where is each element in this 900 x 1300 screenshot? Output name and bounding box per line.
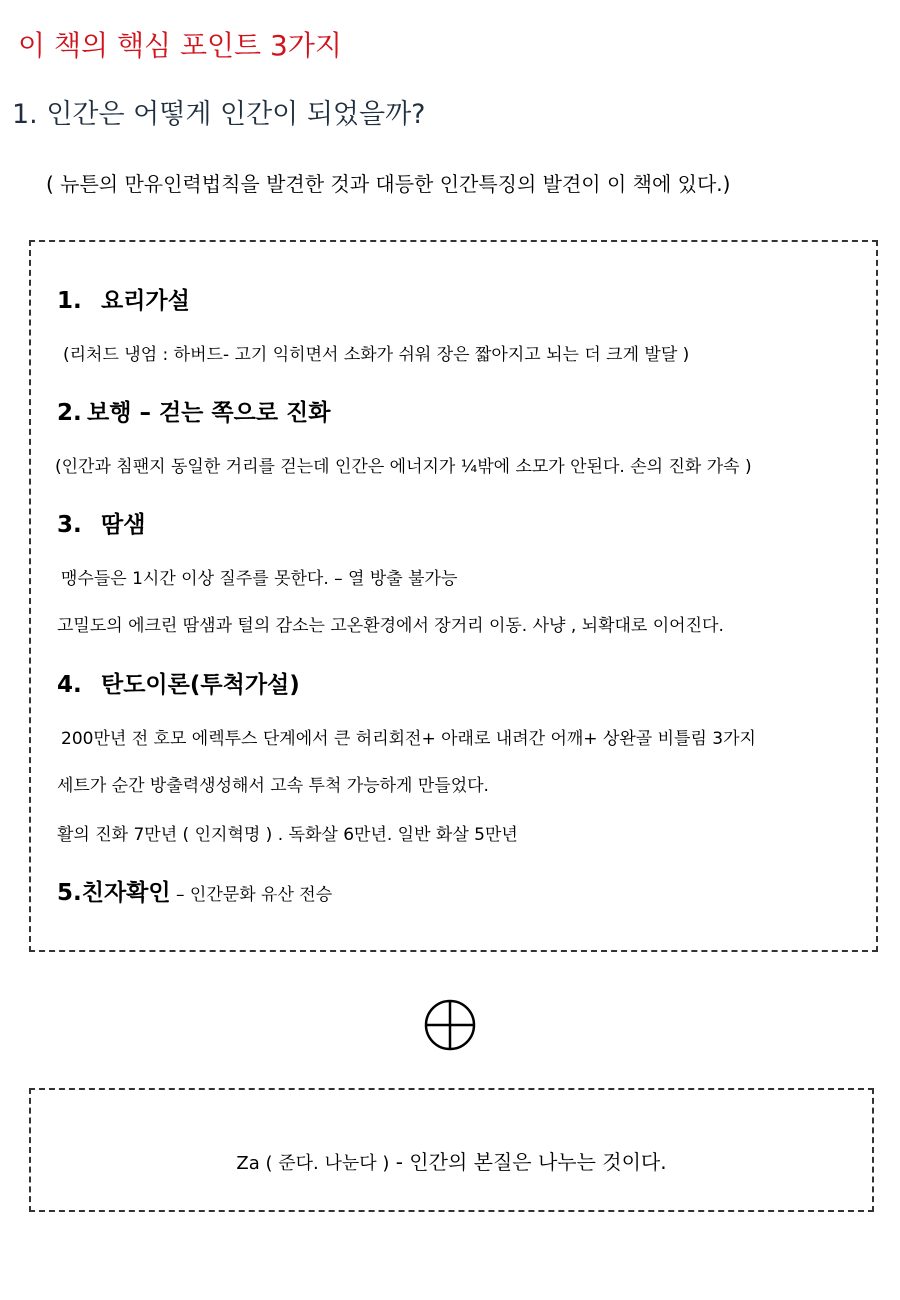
section-title-2 [57,394,331,427]
page-heading: 이 책의 핵심 포인트 3가지 [18,29,342,62]
section-3-line-1: 맹수들은 1시간 이상 질주를 못한다. – 열 방출 불가능 [61,569,458,589]
section-title-text: 요리가설 [101,288,190,314]
section-title-1 [57,282,190,315]
section-3-line-2: 고밀도의 에크린 땀샘과 털의 감소는 고온환경에서 장거리 이동. 사냥 , 뇌확대로 이어진다. [57,616,724,636]
subtitle-note: ( 뉴튼의 만유인력법칙을 발견한 것과 대등한 인간특징의 발견이 이 책에 있다.) [46,172,731,196]
section-title-4 [57,666,300,699]
section-5-note: – 인간문화 유산 전승 [170,885,333,905]
section-2-line-1: (인간과 침팬지 동일한 거리를 걷는데 인간은 에너지가 ¼밖에 소모가 안된다. 손의 진화 가속 ) [55,457,752,477]
za-term: Za ( 준다. 나눈다 ) [236,1153,390,1174]
section-number: 1. [57,288,82,314]
conclusion-text [31,1146,872,1175]
circled-plus-icon [424,999,476,1051]
section-number: 2. [57,400,82,426]
conclusion-box [29,1088,874,1212]
section-title-text: 친자확인 [81,880,171,906]
section-number: 4. [57,672,82,698]
section-title-text: 보행 – 걷는 쪽으로 진화 [87,400,331,426]
key-points-box [29,240,878,952]
section-number: 5. [57,880,82,906]
section-4-line-1: 200만년 전 호모 에렉투스 단계에서 큰 허리회전+ 아래로 내려간 어깨+ 상완골 비틀림 3가지 [61,729,756,749]
section-number: 3. [57,512,82,538]
section-4-line-2: 세트가 순간 방출력생성해서 고속 투척 가능하게 만들었다. [57,776,489,796]
section-title-5 [57,874,332,907]
conclusion-statement: - 인간의 본질은 나누는 것이다. [389,1150,667,1174]
section-1-line-1: (리처드 냉엄 : 하버드- 고기 익히면서 소화가 쉬워 장은 짧아지고 뇌는 더 크게 발달 ) [63,345,690,365]
question-title: 1. 인간은 어떻게 인간이 되었을까? [12,99,426,130]
section-title-text: 탄도이론(투척가설) [101,672,300,698]
section-4-line-3: 활의 진화 7만년 ( 인지혁명 ) . 독화살 6만년. 일반 화살 5만년 [57,825,518,845]
section-title-text: 땀샘 [101,512,146,538]
section-title-3 [57,506,145,539]
